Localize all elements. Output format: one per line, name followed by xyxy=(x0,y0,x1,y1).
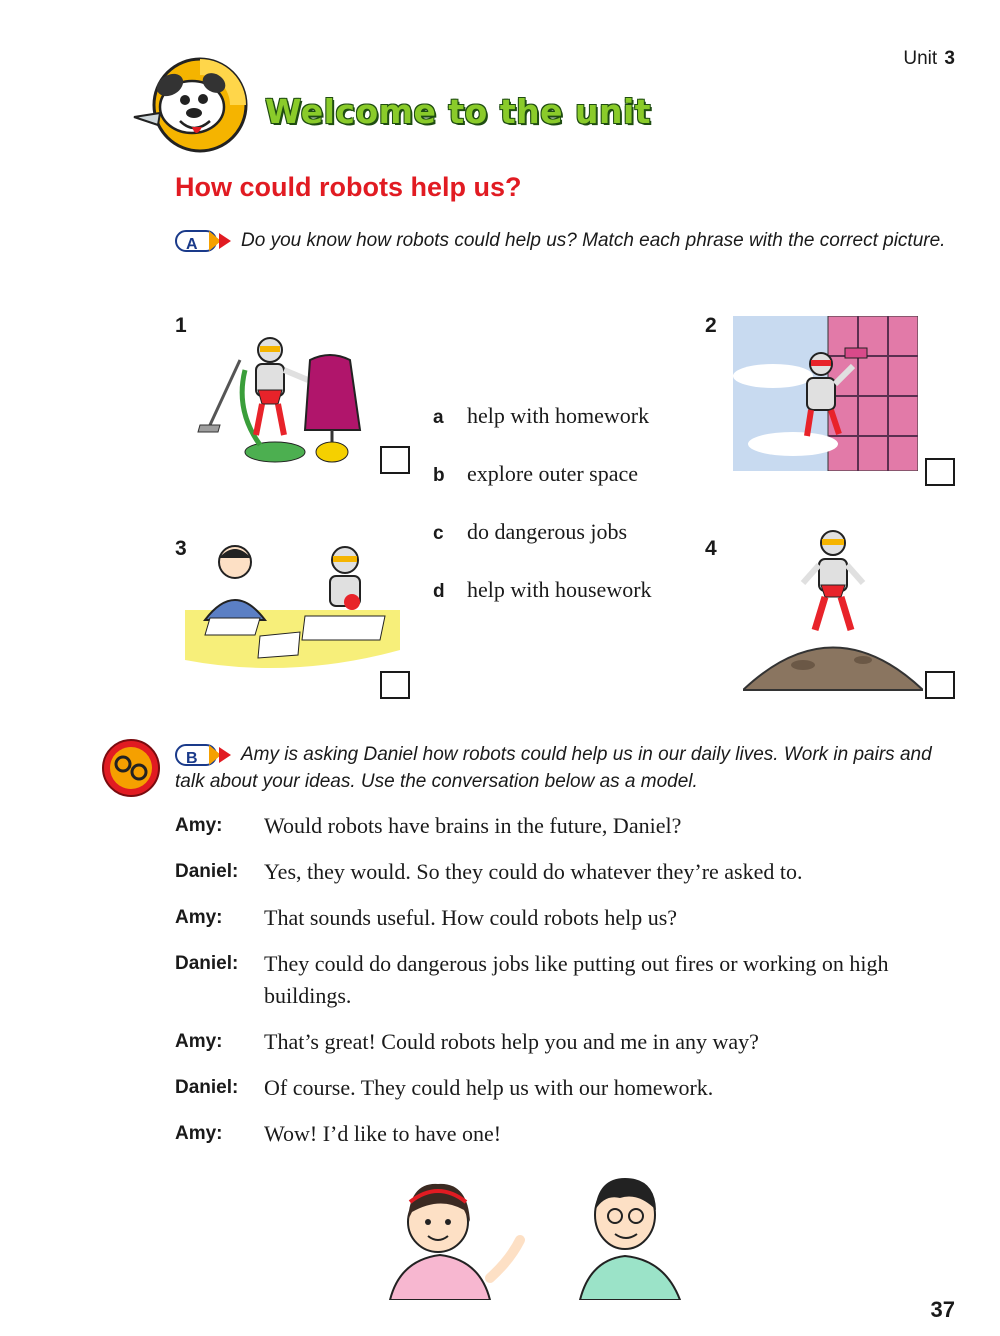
dialogue xyxy=(175,810,945,1164)
speaker-name: Amy: xyxy=(175,907,223,928)
speaker-name: Daniel: xyxy=(175,1077,239,1098)
answer-box-2[interactable] xyxy=(925,458,955,486)
amy-and-daniel-picture xyxy=(380,1160,700,1300)
speech-text: Would robots have brains in the future, Daniel? xyxy=(264,813,682,838)
dialogue-line xyxy=(175,1118,945,1150)
picture-number-3: 3 xyxy=(175,537,187,560)
dialogue-line xyxy=(175,1072,945,1104)
badge-a xyxy=(175,230,233,252)
phrase-text: explore outer space xyxy=(467,461,639,486)
page-title: Welcome to the unit xyxy=(265,92,652,131)
answer-box-3[interactable] xyxy=(380,671,410,699)
speaker-name: Amy: xyxy=(175,1123,223,1144)
dialogue-line xyxy=(175,902,945,934)
unit-label xyxy=(903,48,955,70)
phrase-text: do dangerous jobs xyxy=(467,519,628,544)
speech-text: That’s great! Could robots help you and me in any way? xyxy=(264,1029,759,1054)
picture-number-4: 4 xyxy=(705,537,717,560)
pair-talk-icon xyxy=(100,738,162,798)
badge-b-letter: B xyxy=(186,749,198,767)
dialogue-line xyxy=(175,856,945,888)
speaker-name: Amy: xyxy=(175,1031,223,1052)
dog-mascot-icon xyxy=(130,55,250,155)
badge-a-letter: A xyxy=(186,235,198,253)
picture-number-2: 2 xyxy=(705,314,717,337)
section-heading: How could robots help us? xyxy=(175,172,522,202)
phrase-letter: c xyxy=(433,523,444,544)
phrase-text: help with housework xyxy=(467,577,652,602)
instruction-a xyxy=(175,227,950,254)
robot-on-moon-picture xyxy=(743,525,923,695)
robot-climbing-building-picture xyxy=(733,316,918,471)
unit-prefix: Unit xyxy=(903,48,938,69)
phrase-letter: a xyxy=(433,407,444,428)
unit-number: 3 xyxy=(944,48,955,69)
instruction-a-text: Do you know how robots could help us? Match each phrase with the correct picture. xyxy=(241,230,946,251)
speech-text: Yes, they would. So they could do whatever they’re asked to. xyxy=(264,859,803,884)
instruction-b-text: Amy is asking Daniel how robots could help us in our daily lives. Work in pairs and talk about your ideas. Use the conversation below as a model. xyxy=(175,744,932,792)
phrase-list xyxy=(433,403,652,635)
phrase-letter: b xyxy=(433,465,445,486)
robot-homework-picture xyxy=(180,540,405,675)
speaker-name: Daniel: xyxy=(175,953,239,974)
phrase-letter: d xyxy=(433,581,445,602)
speech-text: Of course. They could help us with our homework. xyxy=(264,1075,714,1100)
dialogue-line xyxy=(175,1026,945,1058)
phrase-item-a xyxy=(433,403,652,461)
answer-box-1[interactable] xyxy=(380,446,410,474)
speaker-name: Amy: xyxy=(175,815,223,836)
instruction-b xyxy=(175,741,950,795)
badge-b xyxy=(175,744,233,766)
speech-text: They could do dangerous jobs like putting out fires or working on high buildings. xyxy=(264,951,889,1008)
phrase-item-b xyxy=(433,461,652,519)
speaker-name: Daniel: xyxy=(175,861,239,882)
page-number: 37 xyxy=(930,1297,955,1322)
dialogue-line xyxy=(175,948,945,1012)
picture-number-1: 1 xyxy=(175,314,187,337)
answer-box-4[interactable] xyxy=(925,671,955,699)
speech-text: That sounds useful. How could robots help us? xyxy=(264,905,678,930)
phrase-item-d xyxy=(433,577,652,635)
dialogue-line xyxy=(175,810,945,842)
phrase-text: help with homework xyxy=(467,403,650,428)
robot-housework-picture xyxy=(190,330,365,465)
speech-text: Wow! I’d like to have one! xyxy=(264,1121,502,1146)
phrase-item-c xyxy=(433,519,652,577)
